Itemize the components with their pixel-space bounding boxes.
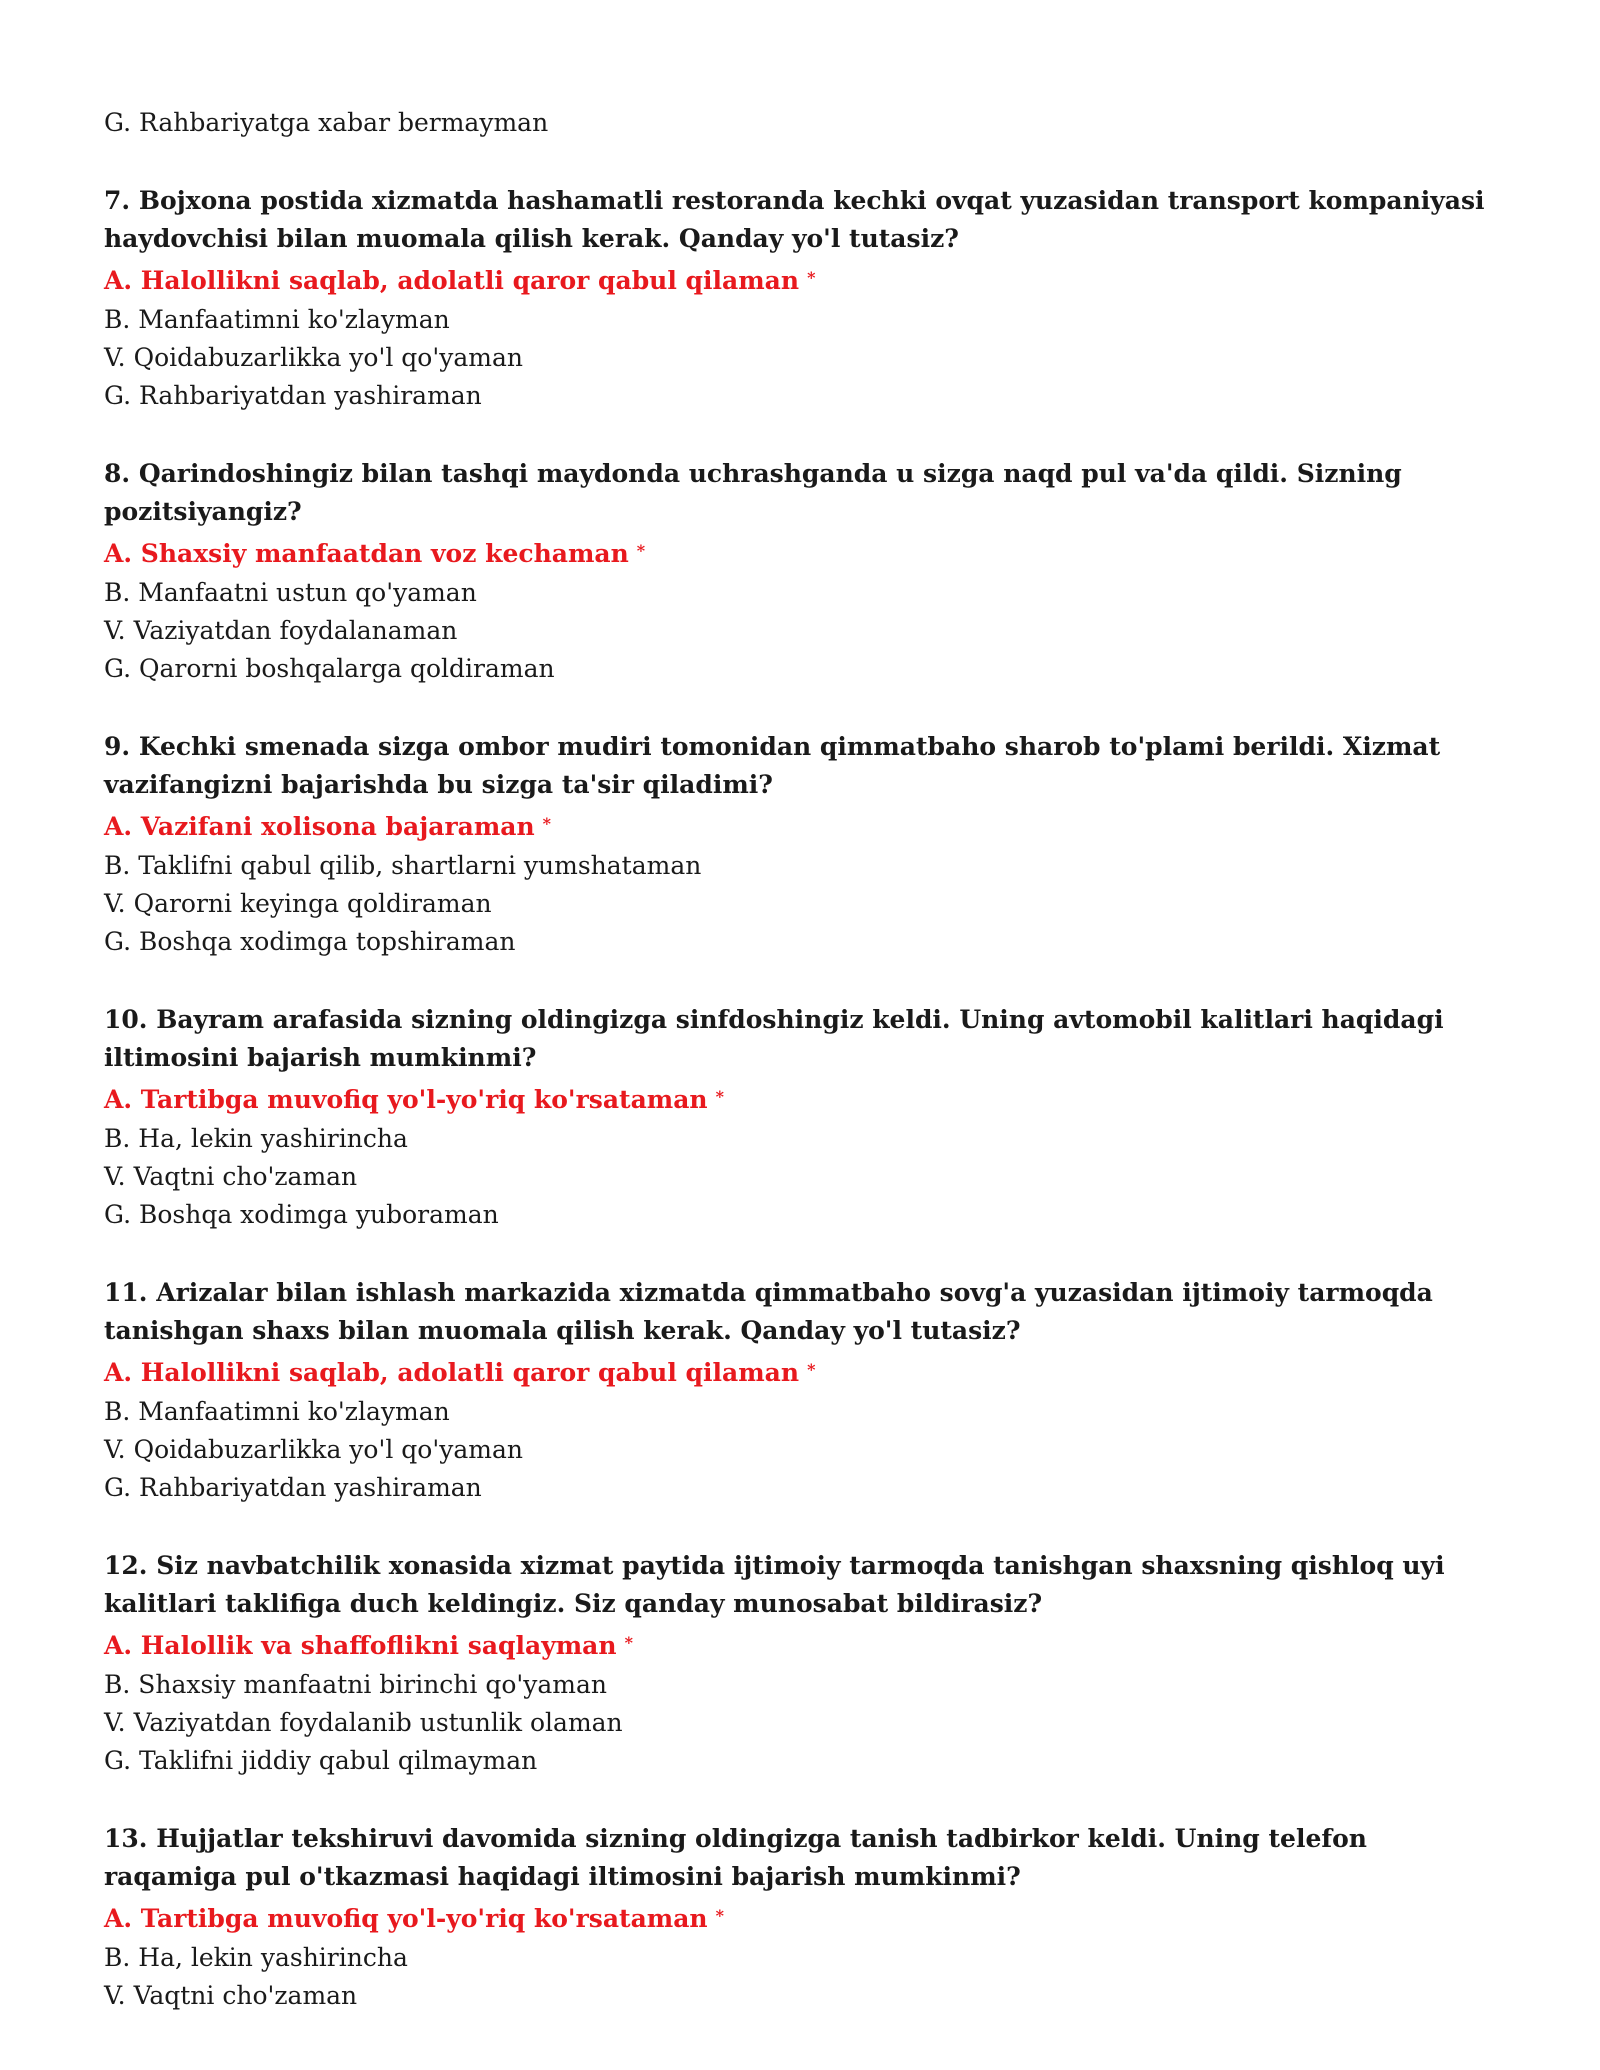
answer-option: B. Ha, lekin yashirincha (104, 1943, 408, 1972)
answer-option: V. Qarorni keyinga qoldiraman (104, 889, 492, 918)
correct-mark: * (624, 1633, 633, 1652)
correct-answer-text: A. Halollik va shaffoflikni saqlayman (104, 1631, 617, 1660)
correct-answer-text: A. Halollikni saqlab, adolatli qaror qabul qilaman (104, 1358, 800, 1387)
question-text (104, 182, 1500, 258)
question-number: 9. (104, 732, 131, 761)
correct-answer (104, 804, 1500, 847)
question-number: 7. (104, 186, 131, 215)
answer-option: G. Rahbariyatdan yashiraman (104, 381, 482, 410)
correct-mark: * (807, 268, 816, 287)
question-number: 13. (104, 1824, 148, 1853)
question-body: Bayram arafasida sizning oldingizga sinfdoshingiz keldi. Uning avtomobil kalitlari haqidagi iltimosini bajarish mumkinmi? (104, 1005, 1444, 1072)
question-number: 8. (104, 459, 131, 488)
question-block (104, 1001, 1500, 1234)
question-body: Qarindoshingiz bilan tashqi maydonda uchrashganda u sizga naqd pul va'da qildi. Sizning pozitsiyangiz? (104, 459, 1402, 526)
question-body: Hujjatlar tekshiruvi davomida sizning oldingizga tanish tadbirkor keldi. Uning telefon raqamiga pul o'tkazmasi haqidagi iltimosini bajarish mumkinmi? (104, 1824, 1367, 1891)
answer-option: B. Manfaatimni ko'zlayman (104, 305, 450, 334)
answer-option: V. Vaziyatdan foydalanaman (104, 616, 458, 645)
answer-option: G. Rahbariyatdan yashiraman (104, 1473, 482, 1502)
question-text (104, 455, 1500, 531)
correct-answer-text: A. Tartibga muvofiq yo'l-yo'riq ko'rsataman (104, 1904, 708, 1933)
correct-answer-text: A. Vazifani xolisona bajaraman (104, 812, 535, 841)
answer-option: G. Boshqa xodimga topshiraman (104, 927, 516, 956)
answer-option: V. Vaziyatdan foydalanib ustunlik olaman (104, 1708, 623, 1737)
question-text (104, 1001, 1500, 1077)
question-block (104, 1547, 1500, 1780)
question-text (104, 728, 1500, 804)
correct-answer (104, 1350, 1500, 1393)
question-block (104, 455, 1500, 688)
question-body: Kechki smenada sizga ombor mudiri tomonidan qimmatbaho sharob to'plami berildi. Xizmat vazifangizni bajarishda bu sizga ta'sir qiladimi? (104, 732, 1441, 799)
answer-option: V. Qoidabuzarlikka yo'l qo'yaman (104, 1435, 523, 1464)
question-block (104, 728, 1500, 961)
question-text (104, 1274, 1500, 1350)
question-text (104, 1547, 1500, 1623)
correct-mark: * (715, 1906, 724, 1925)
answer-option: G. Boshqa xodimga yuboraman (104, 1200, 499, 1229)
answer-option: B. Ha, lekin yashirincha (104, 1124, 408, 1153)
answer-option: B. Manfaatimni ko'zlayman (104, 1397, 450, 1426)
correct-answer (104, 1077, 1500, 1120)
correct-mark: * (542, 814, 552, 833)
answer-option: B. Manfaatni ustun qo'yaman (104, 578, 477, 607)
correct-answer (104, 258, 1500, 301)
question-body: Bojxona postida xizmatda hashamatli restoranda kechki ovqat yuzasidan transport kompaniyasi haydovchisi bilan muomala qilish kerak. Qanday yo'l tutasiz? (104, 186, 1485, 253)
correct-answer (104, 1623, 1500, 1666)
correct-mark: * (715, 1087, 724, 1106)
question-number: 11. (104, 1278, 148, 1307)
answer-option: G. Taklifni jiddiy qabul qilmayman (104, 1746, 538, 1775)
question-number: 10. (104, 1005, 148, 1034)
answer-option: G. Rahbariyatga xabar bermayman (104, 108, 549, 137)
answer-option: V. Vaqtni cho'zaman (104, 1162, 358, 1191)
question-block (104, 1820, 1500, 2015)
answer-option: G. Qarorni boshqalarga qoldiraman (104, 654, 555, 683)
answer-option: V. Qoidabuzarlikka yo'l qo'yaman (104, 343, 523, 372)
lead-option-block (104, 104, 1500, 142)
correct-mark: * (807, 1360, 816, 1379)
correct-answer-text: A. Tartibga muvofiq yo'l-yo'riq ko'rsataman (104, 1085, 708, 1114)
correct-answer (104, 531, 1500, 574)
question-block (104, 1274, 1500, 1507)
correct-answer-text: A. Shaxsiy manfaatdan voz kechaman (104, 539, 629, 568)
correct-answer-text: A. Halollikni saqlab, adolatli qaror qabul qilaman (104, 266, 800, 295)
correct-mark: * (636, 541, 646, 560)
answer-option: B. Taklifni qabul qilib, shartlarni yumshataman (104, 851, 702, 880)
answer-option: V. Vaqtni cho'zaman (104, 1981, 358, 2010)
question-text (104, 1820, 1500, 1896)
question-body: Arizalar bilan ishlash markazida xizmatda qimmatbaho sovg'a yuzasidan ijtimoiy tarmoqda tanishgan shaxs bilan muomala qilish kerak. Qanday yo'l tutasiz? (104, 1278, 1433, 1345)
answer-option: B. Shaxsiy manfaatni birinchi qo'yaman (104, 1670, 608, 1699)
question-body: Siz navbatchilik xonasida xizmat paytida ijtimoiy tarmoqda tanishgan shaxsning qishloq uyi kalitlari taklifiga duch keldingiz. Siz qanday munosabat bildirasiz? (104, 1551, 1445, 1618)
correct-answer (104, 1896, 1500, 1939)
question-number: 12. (104, 1551, 148, 1580)
question-block (104, 182, 1500, 415)
